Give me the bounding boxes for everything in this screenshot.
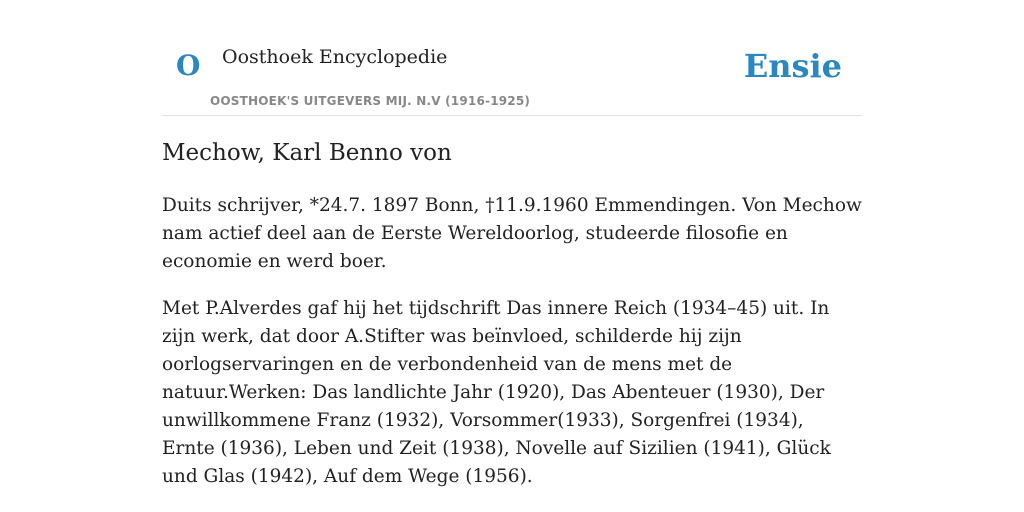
publisher-label: OOSTHOEK'S UITGEVERS MIJ. N.V (1916-1925): [210, 94, 531, 108]
entry-title: Mechow, Karl Benno von: [162, 140, 452, 166]
source-title-link[interactable]: Oosthoek Encyclopedie: [222, 46, 448, 68]
entry-paragraph: Met P.Alverdes gaf hij het tijdschrift Das innere Reich (1934–45) uit. In zijn werk, dat door A.Stifter was beïnvloed, schilderde hij zijn oorlogservaringen en de verbondenheid van de mens met de natuur.Werken: Das landlichte Jahr (1920), Das Abenteuer (1930), Der unwillkommene Franz (1932), Vorsommer(1933), Sorgenfrei (1934), Ernte (1936), Leben und Zeit (1938), Novelle auf Sizilien (1941), Glück und Glas (1942), Auf dem Wege (1956).: [162, 298, 831, 487]
source-logo-icon[interactable]: O: [176, 49, 201, 82]
page-container: [162, 0, 862, 487]
entry-paragraph: Duits schrijver, *24.7. 1897 Bonn, †11.9.1960 Emmendingen. Von Mechow nam actief deel aan de Eerste Wereldoorlog, studeerde filosofie en economie en werd boer.: [162, 195, 862, 272]
source-header: [162, 0, 862, 116]
entry-body: [162, 192, 862, 510]
ensie-logo-link[interactable]: Ensie: [743, 47, 842, 85]
